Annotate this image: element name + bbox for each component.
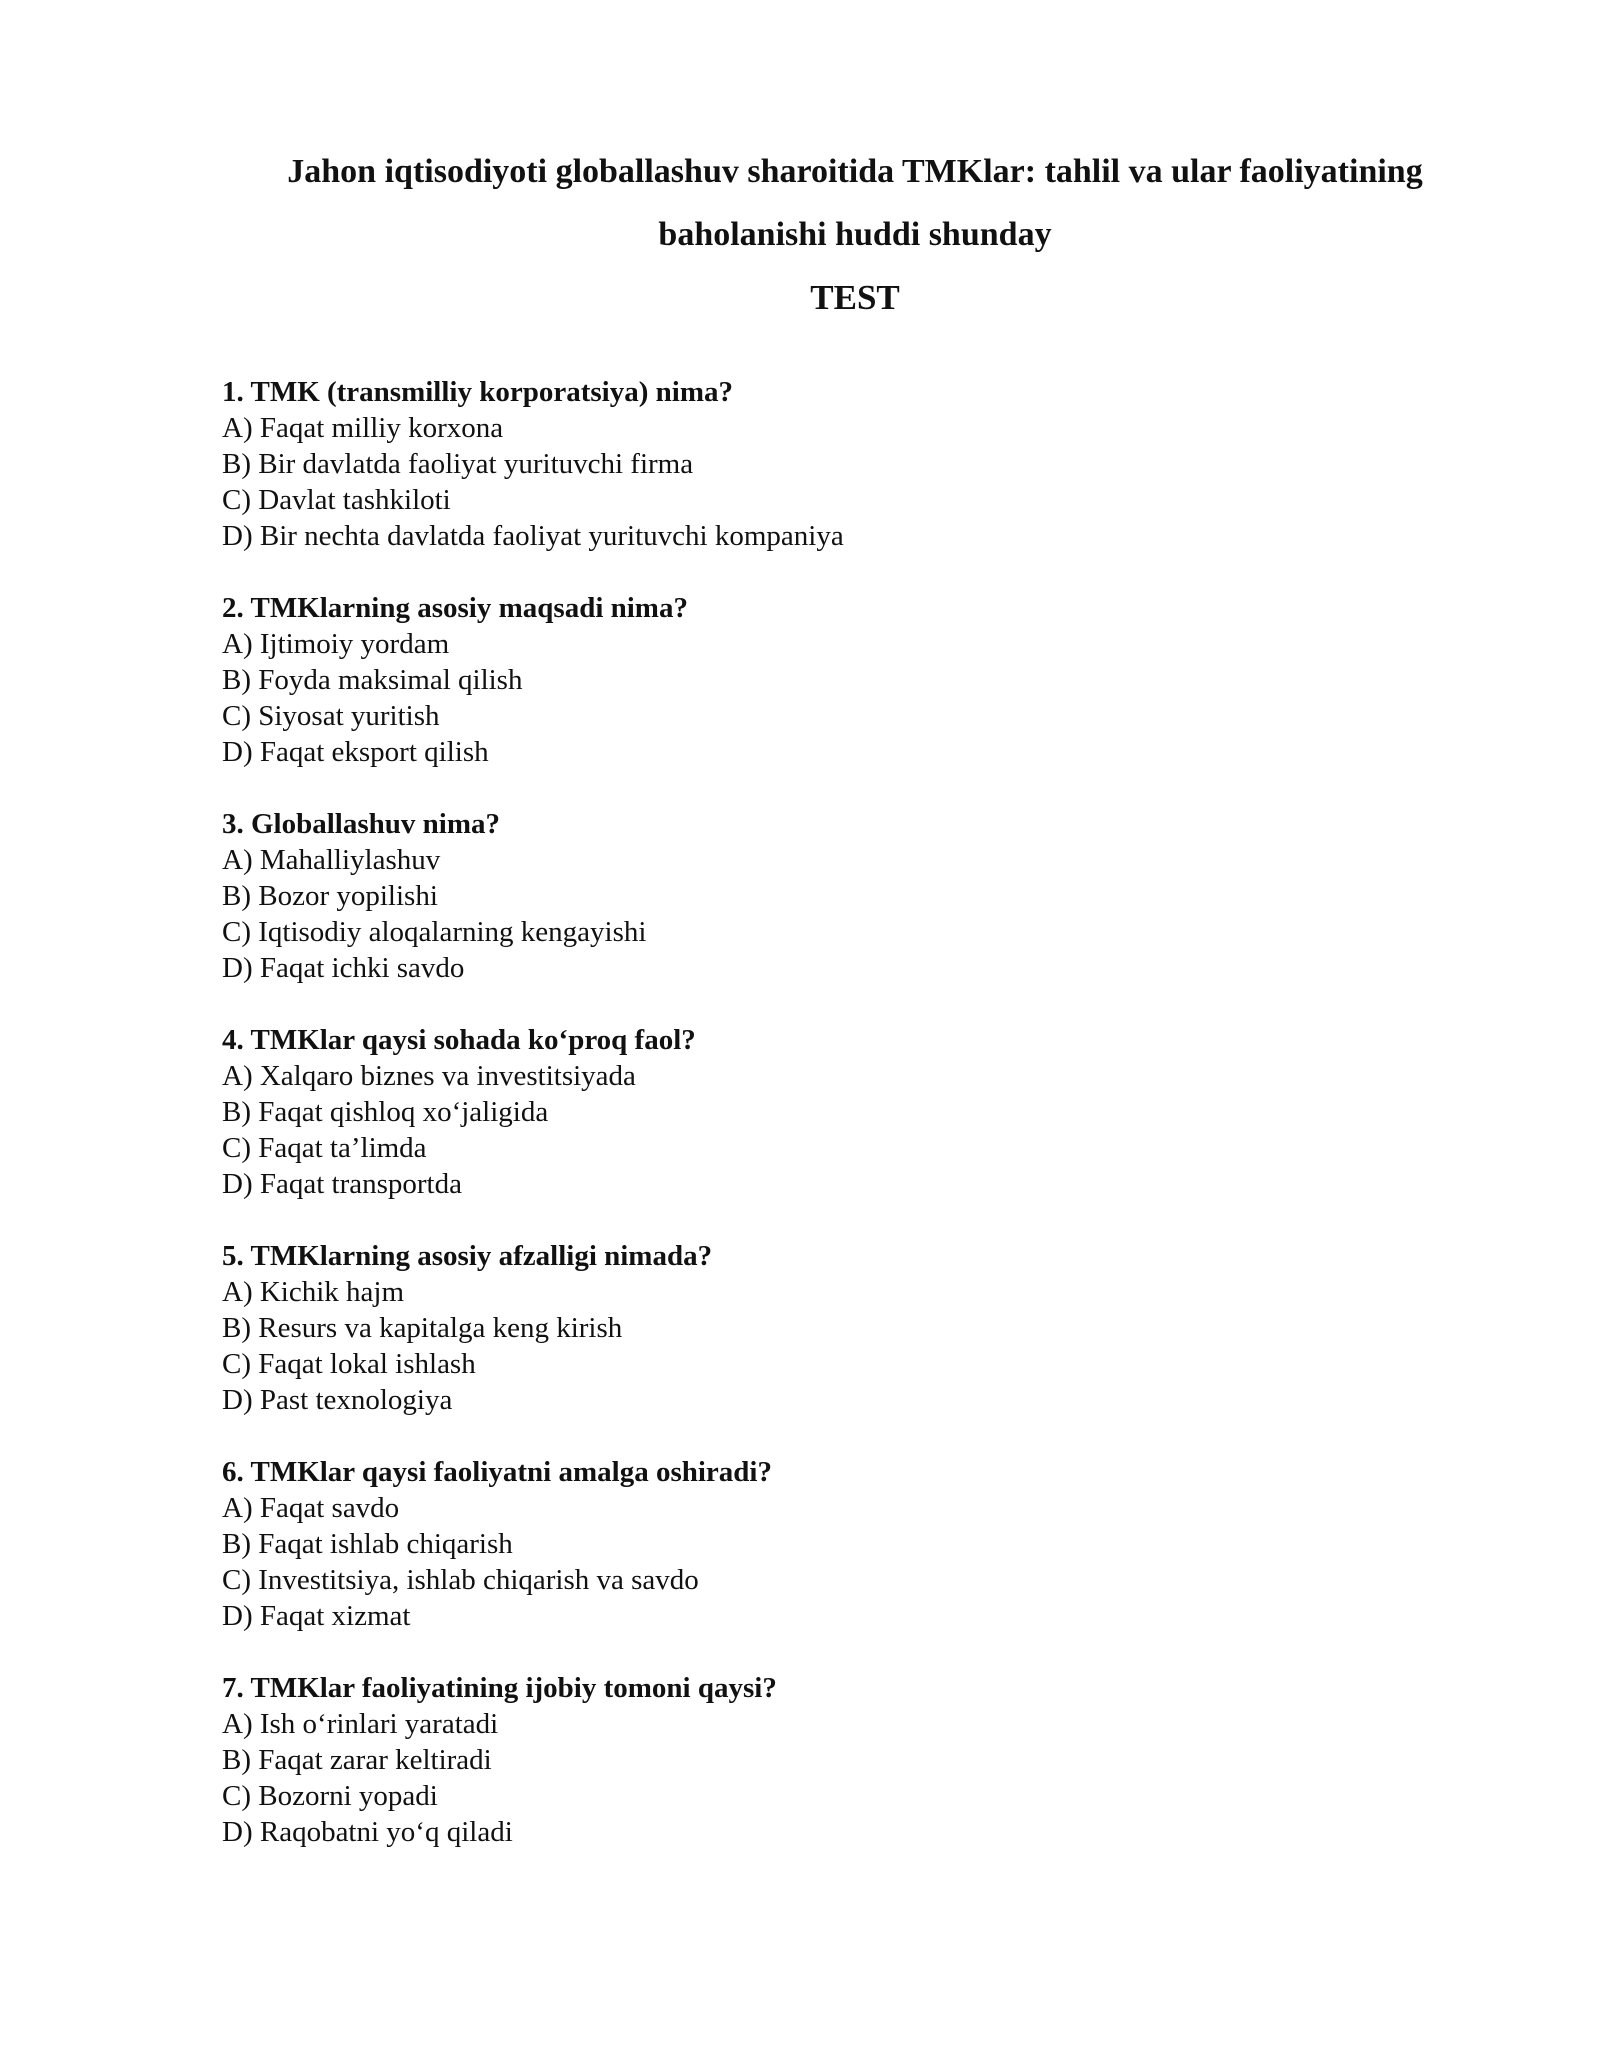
question-3 [222, 806, 1422, 986]
answer-option-d: D) Raqobatni yo‘q qiladi [222, 1816, 513, 1848]
answer-option-b: B) Faqat zarar keltiradi [222, 1744, 492, 1776]
answer-option-c: C) Bozorni yopadi [222, 1780, 438, 1812]
question-4 [222, 1022, 1422, 1202]
answer-option-a: A) Xalqaro biznes va investitsiyada [222, 1060, 636, 1092]
answer-option-b: B) Bozor yopilishi [222, 880, 438, 912]
answer-option-b: B) Foyda maksimal qilish [222, 664, 523, 696]
document-header [200, 140, 1510, 329]
question-text: 4. TMKlar qaysi sohada ko‘proq faol? [222, 1024, 696, 1056]
answer-option-d: D) Faqat eksport qilish [222, 736, 489, 768]
answer-option-b: B) Resurs va kapitalga keng kirish [222, 1312, 623, 1344]
answer-option-b: B) Faqat qishloq xo‘jaligida [222, 1096, 549, 1128]
document-title-line-2: baholanishi huddi shunday [658, 216, 1052, 253]
answer-option-c: C) Faqat lokal ishlash [222, 1348, 476, 1380]
answer-option-b: B) Faqat ishlab chiqarish [222, 1528, 513, 1560]
answer-option-c: C) Siyosat yuritish [222, 700, 440, 732]
answer-option-d: D) Faqat ichki savdo [222, 952, 465, 984]
answer-option-d: D) Faqat transportda [222, 1168, 462, 1200]
answer-option-b: B) Bir davlatda faoliyat yurituvchi firma [222, 448, 694, 480]
question-6 [222, 1454, 1422, 1634]
answer-option-a: A) Ijtimoiy yordam [222, 628, 450, 660]
answer-option-c: C) Investitsiya, ishlab chiqarish va savdo [222, 1564, 699, 1596]
document-title-line-1: Jahon iqtisodiyoti globallashuv sharoitida TMKlar: tahlil va ular faoliyatining [287, 153, 1423, 190]
question-text: 5. TMKlarning asosiy afzalligi nimada? [222, 1240, 713, 1272]
question-list [222, 374, 1422, 1886]
answer-option-c: C) Davlat tashkiloti [222, 484, 451, 516]
answer-option-a: A) Kichik hajm [222, 1276, 405, 1308]
test-label: TEST [810, 278, 900, 317]
answer-option-d: D) Bir nechta davlatda faoliyat yurituvchi kompaniya [222, 520, 844, 552]
question-text: 6. TMKlar qaysi faoliyatni amalga oshiradi? [222, 1456, 772, 1488]
answer-option-d: D) Past texnologiya [222, 1384, 453, 1416]
question-2 [222, 590, 1422, 770]
answer-option-a: A) Ish o‘rinlari yaratadi [222, 1708, 499, 1740]
answer-option-a: A) Faqat savdo [222, 1492, 400, 1524]
question-text: 1. TMK (transmilliy korporatsiya) nima? [222, 376, 733, 408]
answer-option-a: A) Mahalliylashuv [222, 844, 441, 876]
answer-option-c: C) Faqat ta’limda [222, 1132, 427, 1164]
answer-option-d: D) Faqat xizmat [222, 1600, 411, 1632]
answer-option-c: C) Iqtisodiy aloqalarning kengayishi [222, 916, 647, 948]
question-text: 7. TMKlar faoliyatining ijobiy tomoni qaysi? [222, 1672, 777, 1704]
question-text: 3. Globallashuv nima? [222, 808, 500, 840]
question-1 [222, 374, 1422, 554]
question-5 [222, 1238, 1422, 1418]
question-text: 2. TMKlarning asosiy maqsadi nima? [222, 592, 688, 624]
question-7 [222, 1670, 1422, 1850]
answer-option-a: A) Faqat milliy korxona [222, 412, 504, 444]
